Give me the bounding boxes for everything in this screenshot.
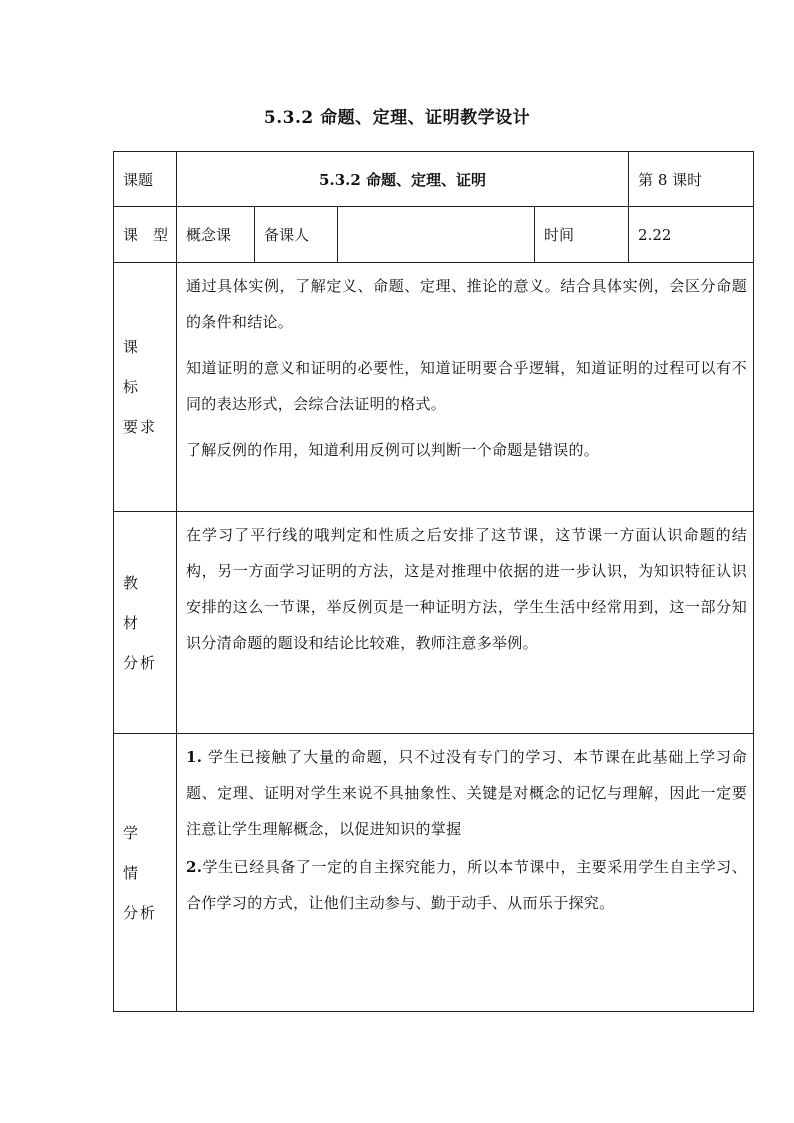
textbook-label-line1: 教 材 <box>123 573 147 632</box>
period-value: 第 8 课时 <box>629 152 754 207</box>
students-item-1-number: 1. <box>186 748 203 766</box>
students-item-1-text: 学生已接触了大量的命题，只不过没有专门的学习、本节课在此基础上学习命题、定理、证明对学生来说不具抽象性、关键是对概念的记忆与理解，因此一定要注意让学生理解概念，以促进知识的掌握 <box>186 748 748 838</box>
students-content <box>177 734 754 1012</box>
row-type <box>114 207 754 263</box>
students-item-2-text: 学生已经具备了一定的自主探究能力，所以本节课中，主要采用学生自主学习、合作学习的方式，让他们主动参与、勤于动手、从而乐于探究。 <box>186 858 748 912</box>
row-textbook <box>114 512 754 734</box>
standards-paragraph-1: 通过具体实例，了解定义、命题、定理、推论的意义。结合具体实例，会区分命题的条件和结论。 <box>186 277 748 331</box>
topic-value: 5.3.2 命题、定理、证明 <box>177 152 629 207</box>
topic-label: 课题 <box>114 152 177 207</box>
textbook-content <box>177 512 754 734</box>
row-topic <box>114 152 754 207</box>
standards-label-line1: 课 标 <box>123 338 147 396</box>
textbook-paragraph-1: 在学习了平行线的哦判定和性质之后安排了这节课，这节课一方面认识命题的结构，另一方面学习证明的方法，这是对推理中依据的进一步认识，为知识特征认识安排的这么一节课，举反例页是一种证明方法，学生生活中经常用到，这一部分知识分清命题的题设和结论比较难，教师注意多举例。 <box>186 526 748 652</box>
textbook-label-line2: 分析 <box>123 653 158 672</box>
time-label: 时间 <box>535 207 629 263</box>
standards-label <box>114 263 177 512</box>
students-label-line1: 学 情 <box>123 823 147 882</box>
type-label: 课 型 <box>114 207 177 263</box>
row-students <box>114 734 754 1012</box>
row-standards <box>114 263 754 512</box>
type-value: 概念课 <box>177 207 255 263</box>
standards-content <box>177 263 754 512</box>
students-label-line2: 分析 <box>123 903 158 922</box>
preparer-value <box>338 207 535 263</box>
students-label <box>114 734 177 1012</box>
preparer-label: 备课人 <box>255 207 338 263</box>
lesson-plan-table <box>113 151 754 1012</box>
standards-paragraph-3: 了解反例的作用，知道利用反例可以判断一个命题是错误的。 <box>186 441 600 459</box>
students-item-2-number: 2. <box>186 858 203 876</box>
students-item-2 <box>186 849 747 921</box>
page-title: 5.3.2 命题、定理、证明教学设计 <box>263 108 531 128</box>
textbook-label <box>114 512 177 734</box>
standards-label-line2: 要求 <box>123 418 158 436</box>
time-value: 2.22 <box>629 207 754 263</box>
standards-paragraph-2: 知道证明的意义和证明的必要性，知道证明要合乎逻辑，知道证明的过程可以有不同的表达形式，会综合法证明的格式。 <box>186 359 748 413</box>
students-item-1 <box>186 739 747 847</box>
